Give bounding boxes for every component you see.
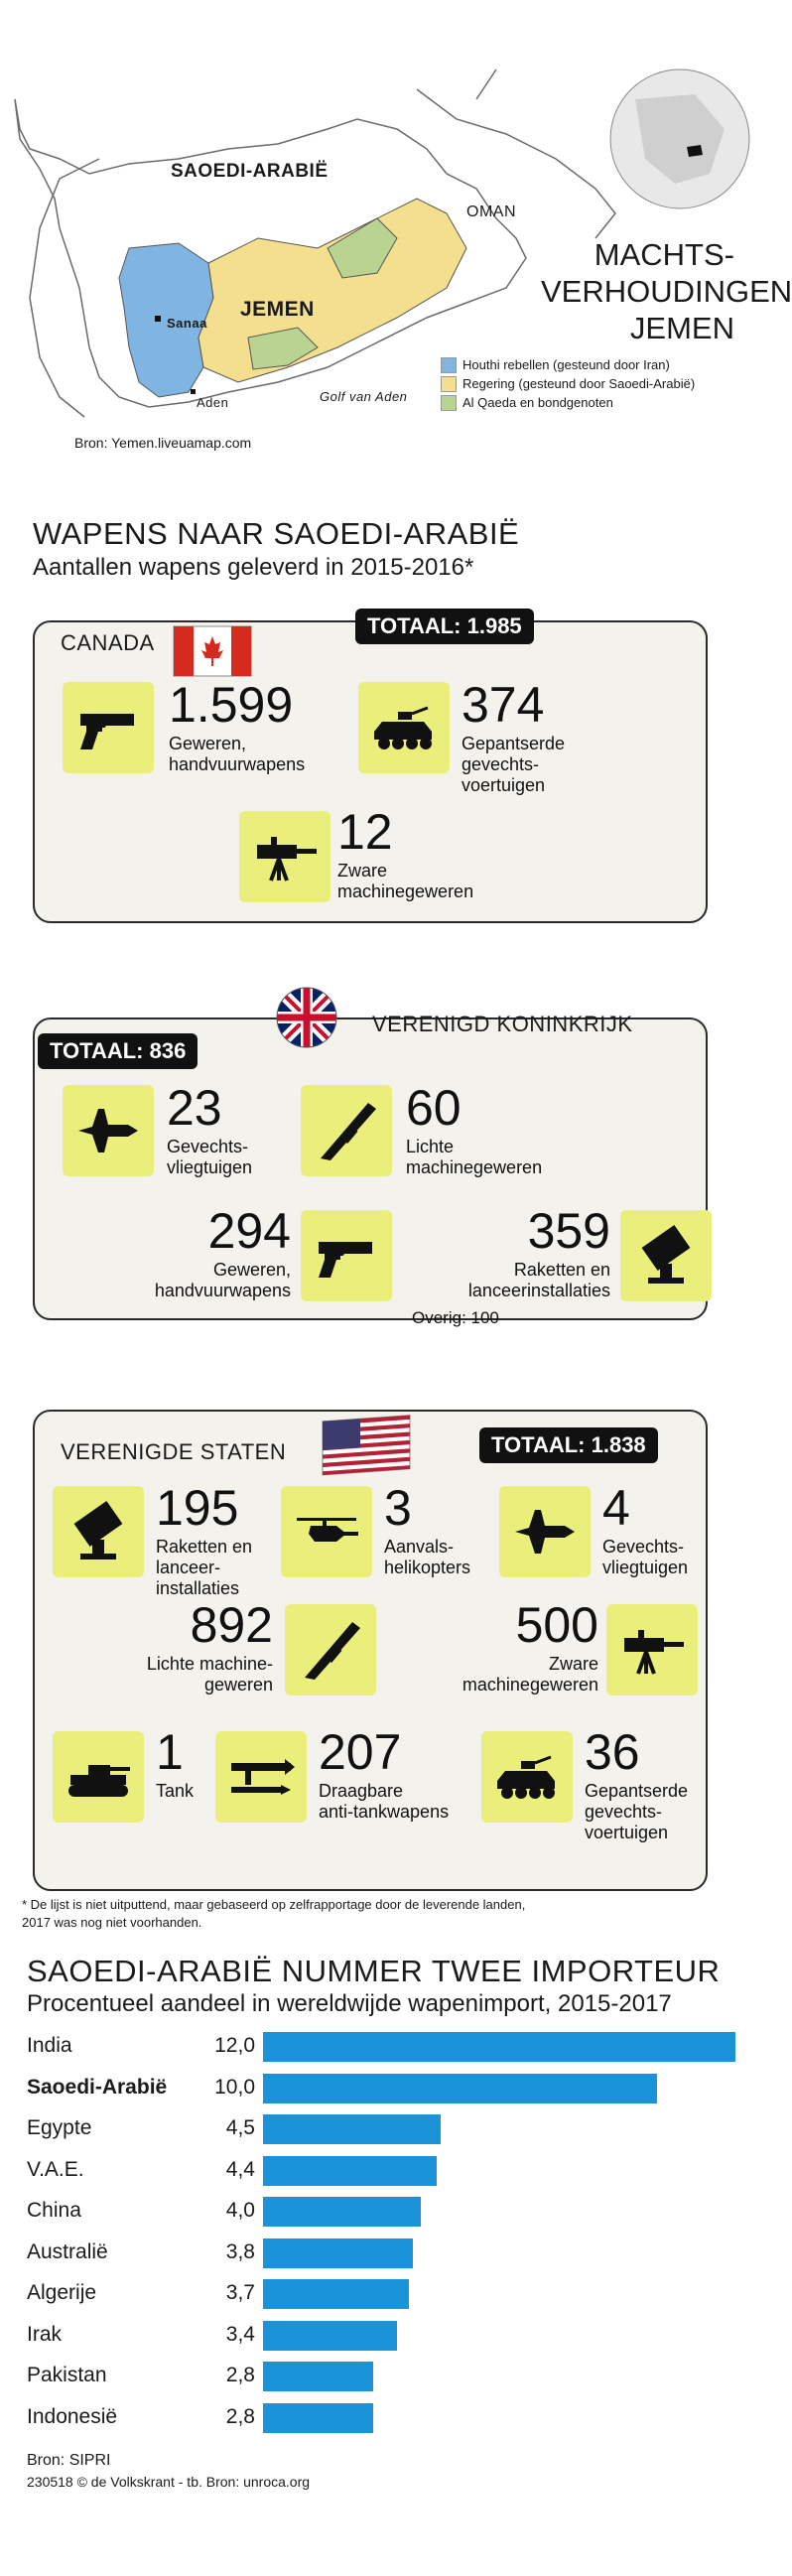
legend-item-government: Regering (gesteund door Saoedi-Arabië) [437, 374, 729, 393]
card-uk [33, 1012, 708, 1327]
legend-item-alqaeda: Al Qaeda en bondgenoten [437, 393, 729, 412]
count-label: Zware machinegeweren [462, 1654, 598, 1695]
armored-vehicle-icon [481, 1731, 573, 1823]
map-title: MACHTS- VERHOUDINGEN JEMEN [541, 237, 792, 345]
bar [263, 2197, 421, 2227]
bar-value-label: 3,4 [225, 2322, 255, 2346]
fighter-jet-icon [63, 1085, 154, 1176]
imports-subtitle: Procentueel aandeel in wereldwijde wapenimport, 2015-2017 [27, 1990, 672, 2017]
bar-category-label: India [27, 2034, 72, 2057]
bar-value-label: 2,8 [225, 2404, 255, 2428]
rocket-launcher-icon [620, 1210, 712, 1301]
bar-category-label: V.A.E. [27, 2157, 84, 2181]
bar [263, 2114, 441, 2144]
bar [263, 2156, 437, 2186]
count-value: 207 [319, 1724, 402, 1780]
count-value: 1.599 [169, 677, 294, 733]
sanaa-marker [155, 316, 161, 322]
bar [263, 2032, 735, 2062]
tank-icon [53, 1731, 144, 1823]
bar-value-label: 3,8 [225, 2239, 255, 2263]
card-us [33, 1410, 708, 1891]
bar-category-label: Irak [27, 2322, 63, 2346]
other-count: Overig: 100 [412, 1308, 499, 1327]
gulf-label: Golf van Aden [320, 389, 408, 404]
count-value: 60 [406, 1080, 462, 1136]
bar-category-label: Indonesië [27, 2404, 118, 2428]
uk-flag-icon [275, 986, 338, 1049]
imports-title: SAOEDI-ARABIË NUMMER TWEE IMPORTEUR [27, 1954, 721, 1988]
total-badge: TOTAAL: 1.838 [479, 1427, 658, 1463]
bar-value-label: 12,0 [214, 2034, 255, 2057]
weapons-subtitle: Aantallen wapens geleverd in 2015-2016* [33, 554, 474, 581]
bar-category-label: Saoedi-Arabië [27, 2075, 168, 2099]
count-label: Gevechts- vliegtuigen [167, 1137, 253, 1177]
country-name: VERENIGDE STATEN [61, 1439, 287, 1464]
count-label: Aanvals- helikopters [384, 1537, 471, 1577]
fighter-jet-icon [499, 1486, 591, 1577]
total-badge: TOTAAL: 836 [38, 1033, 198, 1069]
count-value: 892 [190, 1597, 273, 1653]
count-label: Gevechts- vliegtuigen [602, 1537, 689, 1577]
country-name: CANADA [61, 630, 155, 655]
count-label: Zware machinegeweren [337, 861, 474, 901]
count-value: 23 [167, 1080, 222, 1136]
count-value: 359 [527, 1203, 610, 1259]
bar-category-label: China [27, 2199, 81, 2222]
pistol-icon [301, 1210, 392, 1301]
count-label: Tank [156, 1781, 195, 1801]
bar-value-label: 2,8 [225, 2364, 255, 2386]
card-canada [33, 613, 708, 923]
heavy-machine-gun-icon [239, 811, 330, 902]
count-value: 12 [337, 804, 393, 860]
bar-category-label: Pakistan [27, 2364, 107, 2386]
count-label: Geweren, handvuurwapens [169, 734, 306, 774]
bar-value-label: 4,4 [225, 2157, 255, 2181]
bar-value-label: 10,0 [214, 2075, 255, 2099]
legend-swatch [441, 395, 457, 411]
weapons-title: WAPENS NAAR SAOEDI-ARABIË [33, 516, 520, 551]
legend-swatch [441, 357, 457, 373]
bar-category-label: Australië [27, 2239, 108, 2263]
count-value: 195 [156, 1480, 239, 1536]
bar [263, 2321, 397, 2351]
bar-value-label: 4,5 [225, 2116, 255, 2139]
heavy-machine-gun-icon [606, 1604, 698, 1695]
count-label: Lichte machine- geweren [146, 1654, 273, 1695]
bar [263, 2074, 657, 2103]
legend-swatch [441, 376, 457, 392]
count-label: Raketten en lanceer- installaties [156, 1537, 253, 1598]
light-machine-gun-icon [285, 1604, 376, 1695]
yemen-label: JEMEN [240, 298, 315, 321]
canada-flag-icon [174, 622, 251, 678]
chart-source: Bron: SIPRI [27, 2452, 111, 2469]
total-badge: TOTAAL: 1.985 [355, 609, 534, 644]
legend-item-houthi: Houthi rebellen (gesteund door Iran) [437, 355, 729, 374]
anti-tank-weapon-icon [215, 1731, 307, 1823]
count-value: 500 [515, 1597, 598, 1653]
count-label: Gepantserde gevechts- voertuigen [585, 1781, 689, 1842]
count-value: 4 [602, 1480, 630, 1536]
sanaa-label: Sanaa [167, 316, 207, 331]
count-label: Draagbare anti-tankwapens [319, 1781, 450, 1822]
count-label: Gepantserde gevechts- voertuigen [462, 734, 566, 795]
bar-value-label: 4,0 [225, 2199, 255, 2222]
aden-label: Aden [197, 395, 229, 410]
bar-category-label: Egypte [27, 2116, 92, 2139]
rocket-launcher-icon [53, 1486, 144, 1577]
footnote: * De lijst is niet uitputtend, maar gebaseerd op zelfrapportage door de leverende landen, 2017 was nog niet voorhanden. [22, 1897, 526, 1930]
count-value: 3 [384, 1480, 412, 1536]
bar [263, 2403, 373, 2433]
yemen-map-section [0, 0, 792, 476]
aden-marker [191, 389, 196, 394]
credit-line: 230518 © de Volkskrant - tb. Bron: unroca.org [27, 2474, 311, 2490]
us-flag-icon [321, 1412, 412, 1479]
map-source: Bron: Yemen.liveuamap.com [74, 435, 252, 451]
country-name: VERENIGD KONINKRIJK [372, 1012, 633, 1036]
bar [263, 2279, 409, 2309]
count-value: 36 [585, 1724, 640, 1780]
light-machine-gun-icon [301, 1085, 392, 1176]
count-label: Lichte machinegeweren [406, 1137, 543, 1177]
count-label: Raketten en lanceerinstallaties [467, 1260, 610, 1300]
bar [263, 2238, 413, 2268]
count-value: 1 [156, 1724, 184, 1780]
oman-label: OMAN [466, 203, 516, 220]
map-legend [437, 355, 729, 412]
count-label: Geweren, handvuurwapens [154, 1260, 291, 1300]
count-value: 374 [462, 677, 545, 733]
saudi-arabia-label: SAOEDI-ARABIË [171, 161, 329, 182]
armored-vehicle-icon [358, 682, 450, 773]
count-value: 294 [207, 1203, 291, 1259]
helicopter-icon [281, 1486, 372, 1577]
pistol-icon [63, 682, 154, 773]
bar-category-label: Algerije [27, 2281, 97, 2304]
imports-bar-chart [0, 2030, 757, 2447]
bar-value-label: 3,7 [225, 2281, 255, 2304]
bar [263, 2362, 373, 2391]
